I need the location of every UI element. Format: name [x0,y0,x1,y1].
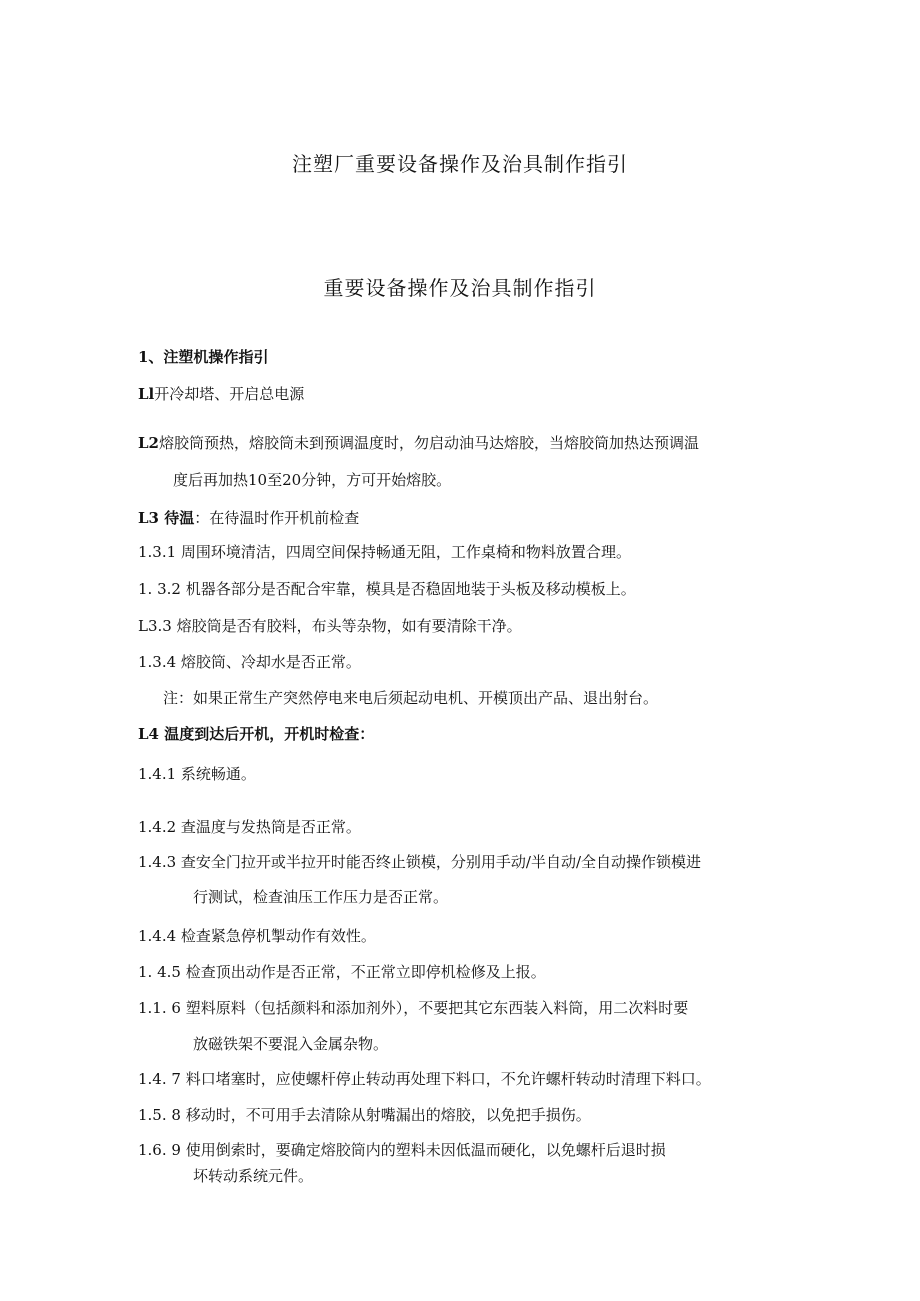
item-1-4-3-cont: 行测试，检查油压工作压力是否正常。 [193,888,449,906]
item-text: 开冷却塔、开启总电源 [154,385,305,403]
item-1-4-9-cont: 坏转动系统元件。 [193,1167,314,1185]
item-l2 [138,433,699,453]
item-1-4-8: 1.5. 8 移动时，不可用手去清除从射嘴漏出的熔胶，以免把手损伤。 [138,1106,591,1124]
note: 注：如果正常生产突然停电来电后须起动电机、开模顶出产品、退出射台。 [163,689,659,707]
item-1-3-1: 1.3.1 周围环境清洁，四周空间保持畅通无阻，工作桌椅和物料放置合理。 [138,543,631,561]
section-heading: 1、注塑机操作指引 [138,348,269,366]
item-1-4-7: 1.4. 7 料口堵塞时，应使螺杆停止转动再处理下料口，不允许螺杆转动时清理下料口。 [138,1070,711,1088]
item-1-3-4: 1.3.4 熔胶筒、冷却水是否正常。 [138,653,361,671]
item-number: L3 待温 [138,509,195,527]
item-1-3-3: L3.3 熔胶筒是否有胶料，布头等杂物，如有要清除干净。 [138,617,522,635]
item-1-4-9: 1.6. 9 使用倒索时，要确定熔胶筒内的塑料未因低温而硬化，以免螺杆后退时损 [138,1141,666,1159]
sub-title: 重要设备操作及治具制作指引 [323,276,597,300]
item-l2-cont: 度后再加热10至20分钟，方可开始熔胶。 [173,471,452,489]
item-1-4-3: 1.4.3 查安全门拉开或半拉开时能否终止锁模，分别用手动/半自动/全自动操作锁模进 [138,853,702,871]
item-1-4-6: 1.1. 6 塑料原料（包括颜料和添加剂外），不要把其它东西装入料筒，用二次料时要 [138,999,689,1017]
item-text: 温度到达后开机，开机时检查： [164,725,375,743]
item-1-3-2: 1. 3.2 机器各部分是否配合牢靠，模具是否稳固地装于头板及移动模板上。 [138,580,636,598]
main-title: 注塑厂重要设备操作及治具制作指引 [292,152,628,176]
item-1-4-5: 1. 4.5 检查顶出动作是否正常，不正常立即停机检修及上报。 [138,963,546,981]
item-1-4-2: 1.4.2 查温度与发热筒是否正常。 [138,818,361,836]
item-number: L4 [138,725,159,743]
item-text: ：在待温时作开机前检查 [194,509,360,527]
item-l3 [138,508,359,528]
item-l4 [138,724,374,744]
item-l1 [138,384,304,404]
item-number: Ll [138,385,155,403]
item-text: 熔胶筒预热，熔胶筒未到预调温度时，勿启动油马达熔胶，当熔胶筒加热达预调温 [158,434,699,452]
item-1-4-4: 1.4.4 检查紧急停机掣动作有效性。 [138,927,376,945]
item-number: L2 [138,434,159,452]
item-1-4-6-cont: 放磁铁架不要混入金属杂物。 [193,1035,389,1053]
item-1-4-1: 1.4.1 系统畅通。 [138,765,256,783]
